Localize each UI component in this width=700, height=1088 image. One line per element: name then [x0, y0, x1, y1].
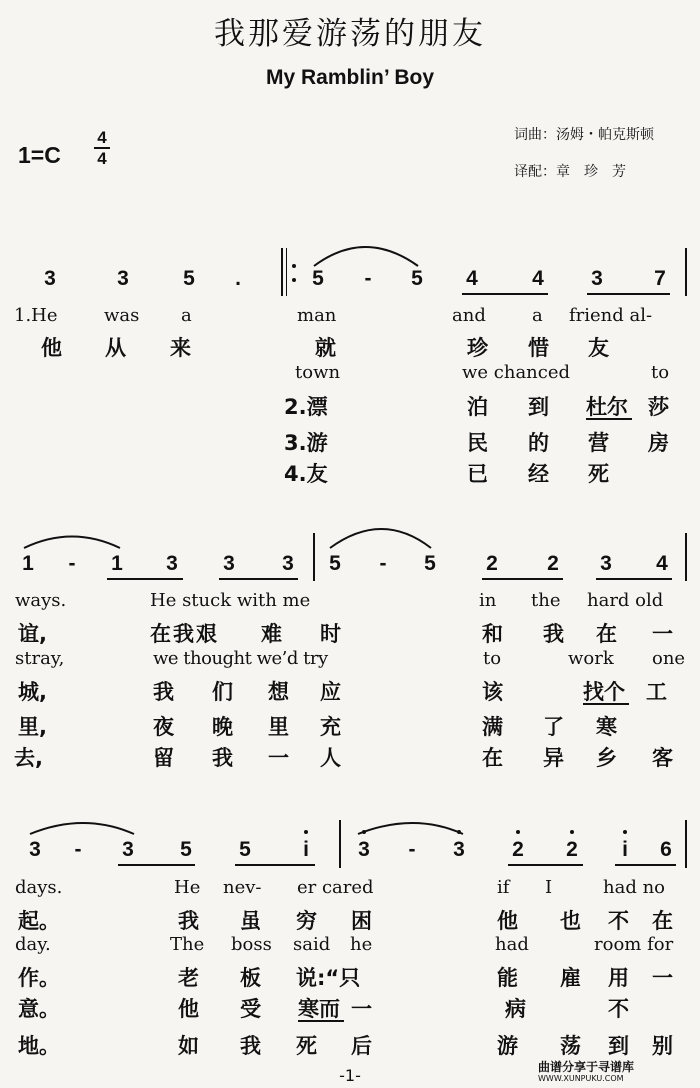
lyric-en: ways.: [15, 590, 67, 611]
tie: [30, 823, 134, 834]
note: 7: [654, 267, 666, 290]
lyric-zh: 里,: [18, 715, 47, 739]
lyric-en: day.: [15, 934, 51, 955]
lyric-zh: 他: [41, 336, 62, 360]
lyric-zh: 如: [178, 1034, 199, 1058]
note: 3: [122, 838, 134, 861]
page-number: -1-: [339, 1066, 361, 1085]
lyric-zh: 起。: [18, 909, 60, 933]
note: 3: [453, 838, 465, 861]
lyric-en: had no: [603, 877, 665, 898]
lyric-zh: 乡: [596, 746, 617, 770]
lyric-zh: 用: [608, 966, 629, 990]
tie: [358, 823, 463, 834]
lyric-en: he: [350, 934, 373, 955]
note: 3: [166, 552, 178, 575]
lyric-en: nev-: [223, 877, 262, 898]
note: -: [379, 552, 387, 575]
watermark-url: WWW.XUNPUKU.COM: [538, 1074, 624, 1083]
lyric-zh: 从: [105, 336, 126, 360]
lyric-zh: 我: [178, 909, 199, 933]
lyric-en: to: [483, 648, 502, 669]
note: 4: [532, 267, 544, 290]
lyric-zh: 泊: [467, 395, 488, 419]
lyric-en: friend al-: [569, 305, 653, 326]
note: -: [408, 838, 416, 861]
lyric-en: 1.He: [14, 305, 58, 326]
lyric-en: was: [104, 305, 140, 326]
lyric-zh: 杜尔: [586, 395, 628, 419]
lyric-en: one: [652, 648, 686, 669]
lyric-zh: 一: [652, 966, 673, 990]
note: 4: [466, 267, 478, 290]
lyric-zh: 里: [268, 715, 289, 739]
note: 3: [591, 267, 603, 290]
lyric-zh: 不: [608, 909, 629, 933]
lyric-zh: 困: [351, 909, 372, 933]
time-bottom: 4: [97, 149, 107, 168]
lyric-en: if: [497, 877, 510, 898]
note: -: [364, 267, 372, 290]
tie: [314, 247, 418, 266]
note: 5: [183, 267, 195, 290]
note: i: [622, 838, 628, 861]
watermark: 曲谱分享于寻谱库: [538, 1060, 635, 1074]
note: 5: [424, 552, 436, 575]
lyric-en: in: [479, 590, 497, 611]
note: 2: [547, 552, 559, 575]
note: 3: [282, 552, 294, 575]
note: 3: [44, 267, 56, 290]
lyric-zh: 一: [652, 622, 673, 646]
lyric-zh: 经: [528, 462, 549, 486]
lyric-zh: 应: [320, 680, 341, 704]
lyric-en: man: [297, 305, 337, 326]
lyric-en: we thought we’d try: [153, 648, 328, 669]
lyric-en: a: [532, 305, 543, 326]
note: 2: [486, 552, 498, 575]
lyric-en: The: [170, 934, 205, 955]
note: 2: [566, 838, 578, 861]
note: -: [74, 838, 82, 861]
note: 1: [22, 552, 34, 575]
lyric-zh: 客: [652, 746, 673, 770]
lyric-zh: 板: [240, 966, 261, 990]
lyric-en: er cared: [297, 877, 374, 898]
lyric-zh: 想: [268, 680, 289, 704]
lyric-en: boss: [231, 934, 272, 955]
lyric-zh: 到: [528, 395, 549, 419]
lyric-zh: 和: [482, 622, 503, 646]
lyric-zh: 们: [212, 680, 233, 704]
lyric-zh: 老: [178, 966, 199, 990]
lyric-zh: 晚: [212, 715, 233, 739]
lyric-zh: 房: [648, 431, 669, 455]
lyric-zh: 时: [320, 622, 341, 646]
lyric-zh: 到: [608, 1034, 629, 1058]
lyric-en: said: [293, 934, 331, 955]
note: i: [303, 838, 309, 861]
dot-note: .: [235, 267, 241, 290]
note: 3: [358, 838, 370, 861]
note: 6: [660, 838, 672, 861]
lyric-zh: 一: [268, 746, 289, 770]
lyric-zh: 友: [588, 336, 609, 360]
note: 4: [656, 552, 668, 575]
lyric-zh: 莎: [648, 395, 669, 419]
lyric-en: and: [452, 305, 486, 326]
note: 1: [111, 552, 123, 575]
song-subtitle: My Ramblin’ Boy: [265, 66, 435, 89]
lyric-zh: 找个: [583, 680, 625, 704]
lyric-zh: 雇: [560, 966, 581, 990]
lyric-zh: 2.漂: [284, 395, 328, 419]
lyric-zh: 留: [153, 746, 174, 770]
lyric-zh: 我: [543, 622, 564, 646]
note: -: [68, 552, 76, 575]
lyric-zh: 寒而: [298, 997, 340, 1021]
lyric-zh: 3.游: [284, 431, 328, 455]
tie: [24, 537, 120, 549]
lyric-zh: 城,: [18, 680, 47, 704]
lyric-zh: 去,: [14, 746, 43, 770]
lyric-zh: 在: [652, 909, 673, 933]
lyric-zh: 病: [505, 997, 526, 1021]
lyric-zh: 工: [646, 680, 667, 704]
lyric-zh: 死: [296, 1034, 317, 1058]
time-top: 4: [97, 128, 107, 147]
lyric-en: He stuck with me: [150, 590, 311, 611]
lyric-zh: 已: [467, 462, 488, 486]
note: 3: [600, 552, 612, 575]
lyric-en: we chanced: [462, 362, 571, 383]
lyric-zh: 谊,: [18, 622, 47, 646]
lyric-zh: 我: [153, 680, 174, 704]
lyric-zh: 夜: [153, 715, 174, 739]
lyric-zh: 来: [170, 336, 191, 360]
lyric-zh: 荡: [560, 1034, 581, 1058]
lyric-zh: 虽: [240, 909, 261, 933]
lyric-zh: 营: [588, 431, 609, 455]
note: 3: [223, 552, 235, 575]
key-signature: 1=C: [18, 142, 61, 168]
lyric-zh: 受: [240, 997, 261, 1021]
lyric-zh: 地。: [18, 1034, 60, 1058]
note: 3: [117, 267, 129, 290]
lyric-zh: 说:“只: [296, 966, 361, 990]
lyric-zh: 该: [482, 680, 503, 704]
lyric-en: I: [545, 877, 553, 898]
lyric-zh: 能: [497, 966, 518, 990]
lyric-zh: 作。: [18, 966, 60, 990]
lyric-zh: 4.友: [284, 462, 328, 486]
lyric-zh: 后: [351, 1034, 372, 1058]
lyric-zh: 也: [560, 909, 581, 933]
lyric-zh: 珍: [467, 336, 488, 360]
lyric-zh: 民: [467, 431, 488, 455]
lyric-zh: 他: [178, 997, 199, 1021]
lyric-zh: 充: [320, 715, 341, 739]
note: 3: [29, 838, 41, 861]
lyric-en: stray,: [15, 648, 65, 669]
lyric-zh: 在: [482, 746, 503, 770]
lyric-zh: 我: [240, 1034, 261, 1058]
note: 5: [312, 267, 324, 290]
lyric-en: He: [174, 877, 201, 898]
lyric-zh: 游: [497, 1034, 518, 1058]
lyric-zh: 满: [482, 715, 503, 739]
lyric-zh: 我: [212, 746, 233, 770]
lyric-zh: 就: [315, 336, 336, 360]
lyric-zh: 惜: [528, 336, 549, 360]
lyric-zh: 人: [320, 746, 341, 770]
lyric-en: had: [495, 934, 529, 955]
lyric-zh: 在我艰: [150, 622, 219, 646]
credit-lyricist: 词曲：汤姆・帕克斯顿: [514, 127, 654, 143]
tie: [330, 529, 431, 548]
song-title: 我那爱游荡的朋友: [214, 16, 486, 52]
lyric-zh: 穷: [296, 909, 317, 933]
lyric-en: a: [181, 305, 192, 326]
note: 5: [329, 552, 341, 575]
lyric-en: the: [531, 590, 561, 611]
lyric-en: room for: [594, 934, 674, 955]
lyric-zh: 寒: [596, 715, 617, 739]
lyric-zh: 一: [351, 997, 372, 1021]
lyric-zh: 他: [497, 909, 518, 933]
note: 5: [180, 838, 192, 861]
note: 2: [512, 838, 524, 861]
lyric-zh: 了: [543, 715, 564, 739]
credit-translator: 译配：章 珍 芳: [514, 164, 626, 180]
note: 5: [411, 267, 423, 290]
lyric-en: work: [568, 648, 614, 669]
note: 5: [239, 838, 251, 861]
lyric-en: to: [651, 362, 670, 383]
lyric-zh: 在: [596, 622, 617, 646]
lyric-zh: 意。: [18, 997, 60, 1021]
lyric-zh: 别: [652, 1034, 673, 1058]
lyric-zh: 难: [261, 622, 282, 646]
lyric-zh: 死: [588, 462, 609, 486]
lyric-zh: 的: [528, 431, 549, 455]
lyric-en: hard old: [587, 590, 664, 611]
lyric-zh: 异: [543, 746, 564, 770]
lyric-zh: 不: [608, 997, 629, 1021]
lyric-en: days.: [15, 877, 63, 898]
lyric-en: town: [295, 362, 341, 383]
